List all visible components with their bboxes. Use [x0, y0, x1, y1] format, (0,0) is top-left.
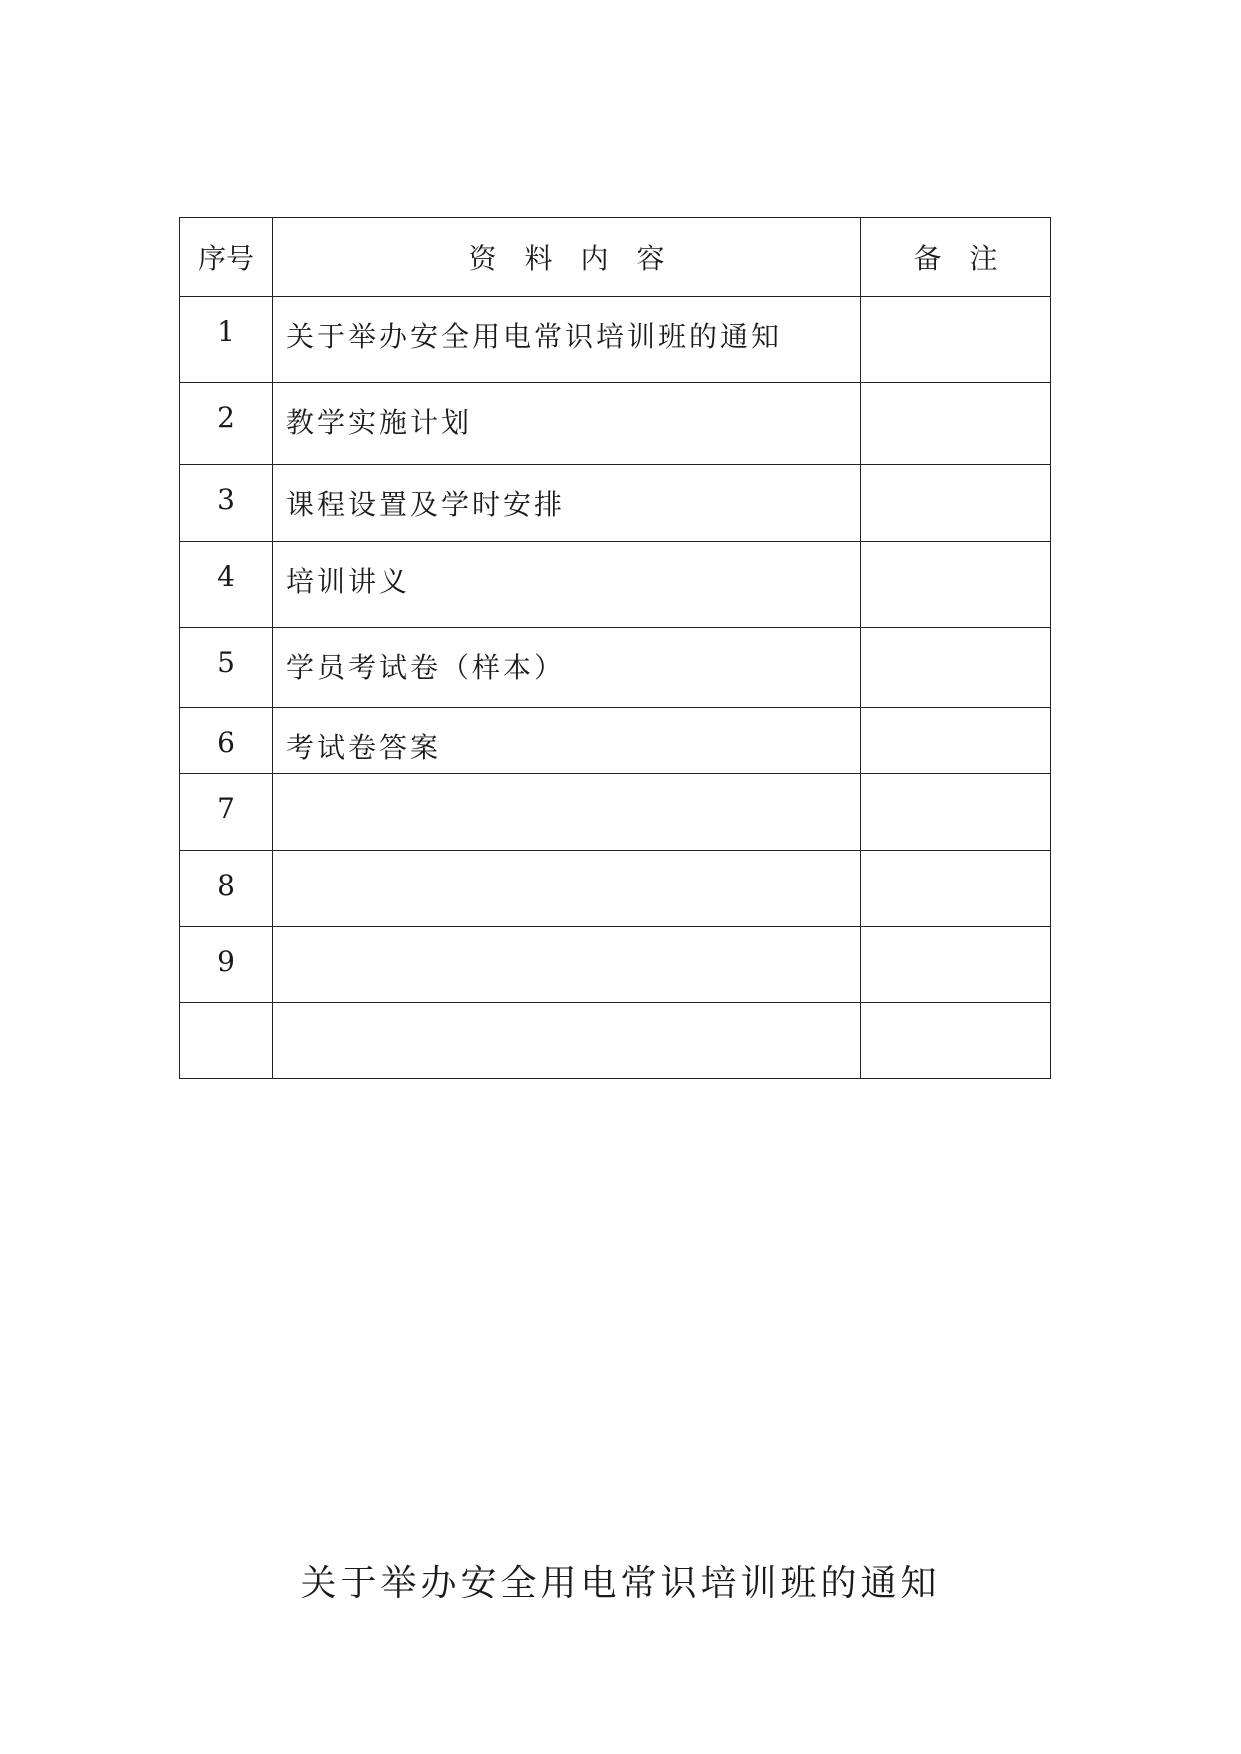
- row-number: 7: [180, 774, 273, 851]
- row-content: 关于举办安全用电常识培训班的通知: [273, 297, 861, 383]
- table-row: [180, 297, 1051, 383]
- row-remark: [861, 383, 1051, 465]
- row-remark: [861, 708, 1051, 774]
- row-number: 9: [180, 927, 273, 1003]
- table-row: [180, 465, 1051, 542]
- header-number: 序号: [180, 218, 273, 297]
- row-content: 课程设置及学时安排: [273, 465, 861, 542]
- row-remark: [861, 465, 1051, 542]
- row-number: [180, 1003, 273, 1079]
- row-number: 4: [180, 542, 273, 628]
- row-number: 6: [180, 708, 273, 774]
- row-number: 8: [180, 851, 273, 927]
- table-row: [180, 774, 1051, 851]
- row-remark: [861, 542, 1051, 628]
- row-remark: [861, 774, 1051, 851]
- row-remark: [861, 851, 1051, 927]
- row-number: 5: [180, 628, 273, 708]
- table-row: [180, 1003, 1051, 1079]
- materials-index-table: [179, 217, 1051, 1079]
- row-number: 2: [180, 383, 273, 465]
- row-content: 学员考试卷（样本）: [273, 628, 861, 708]
- row-content: [273, 1003, 861, 1079]
- row-number: 3: [180, 465, 273, 542]
- document-title: 关于举办安全用电常识培训班的通知: [300, 1563, 941, 1604]
- header-remark: 备 注: [861, 218, 1051, 297]
- table-header-row: [180, 218, 1051, 297]
- row-content: 培训讲义: [273, 542, 861, 628]
- table-row: [180, 628, 1051, 708]
- row-remark: [861, 1003, 1051, 1079]
- row-content: [273, 927, 861, 1003]
- row-content: [273, 774, 861, 851]
- header-content: 资 料 内 容: [273, 218, 861, 297]
- table-row: [180, 708, 1051, 774]
- table-row: [180, 927, 1051, 1003]
- table-row: [180, 851, 1051, 927]
- row-number: 1: [180, 297, 273, 383]
- row-remark: [861, 628, 1051, 708]
- table-row: [180, 383, 1051, 465]
- table-row: [180, 542, 1051, 628]
- row-remark: [861, 297, 1051, 383]
- row-content: 教学实施计划: [273, 383, 861, 465]
- row-content: [273, 851, 861, 927]
- row-content: 考试卷答案: [273, 708, 861, 774]
- row-remark: [861, 927, 1051, 1003]
